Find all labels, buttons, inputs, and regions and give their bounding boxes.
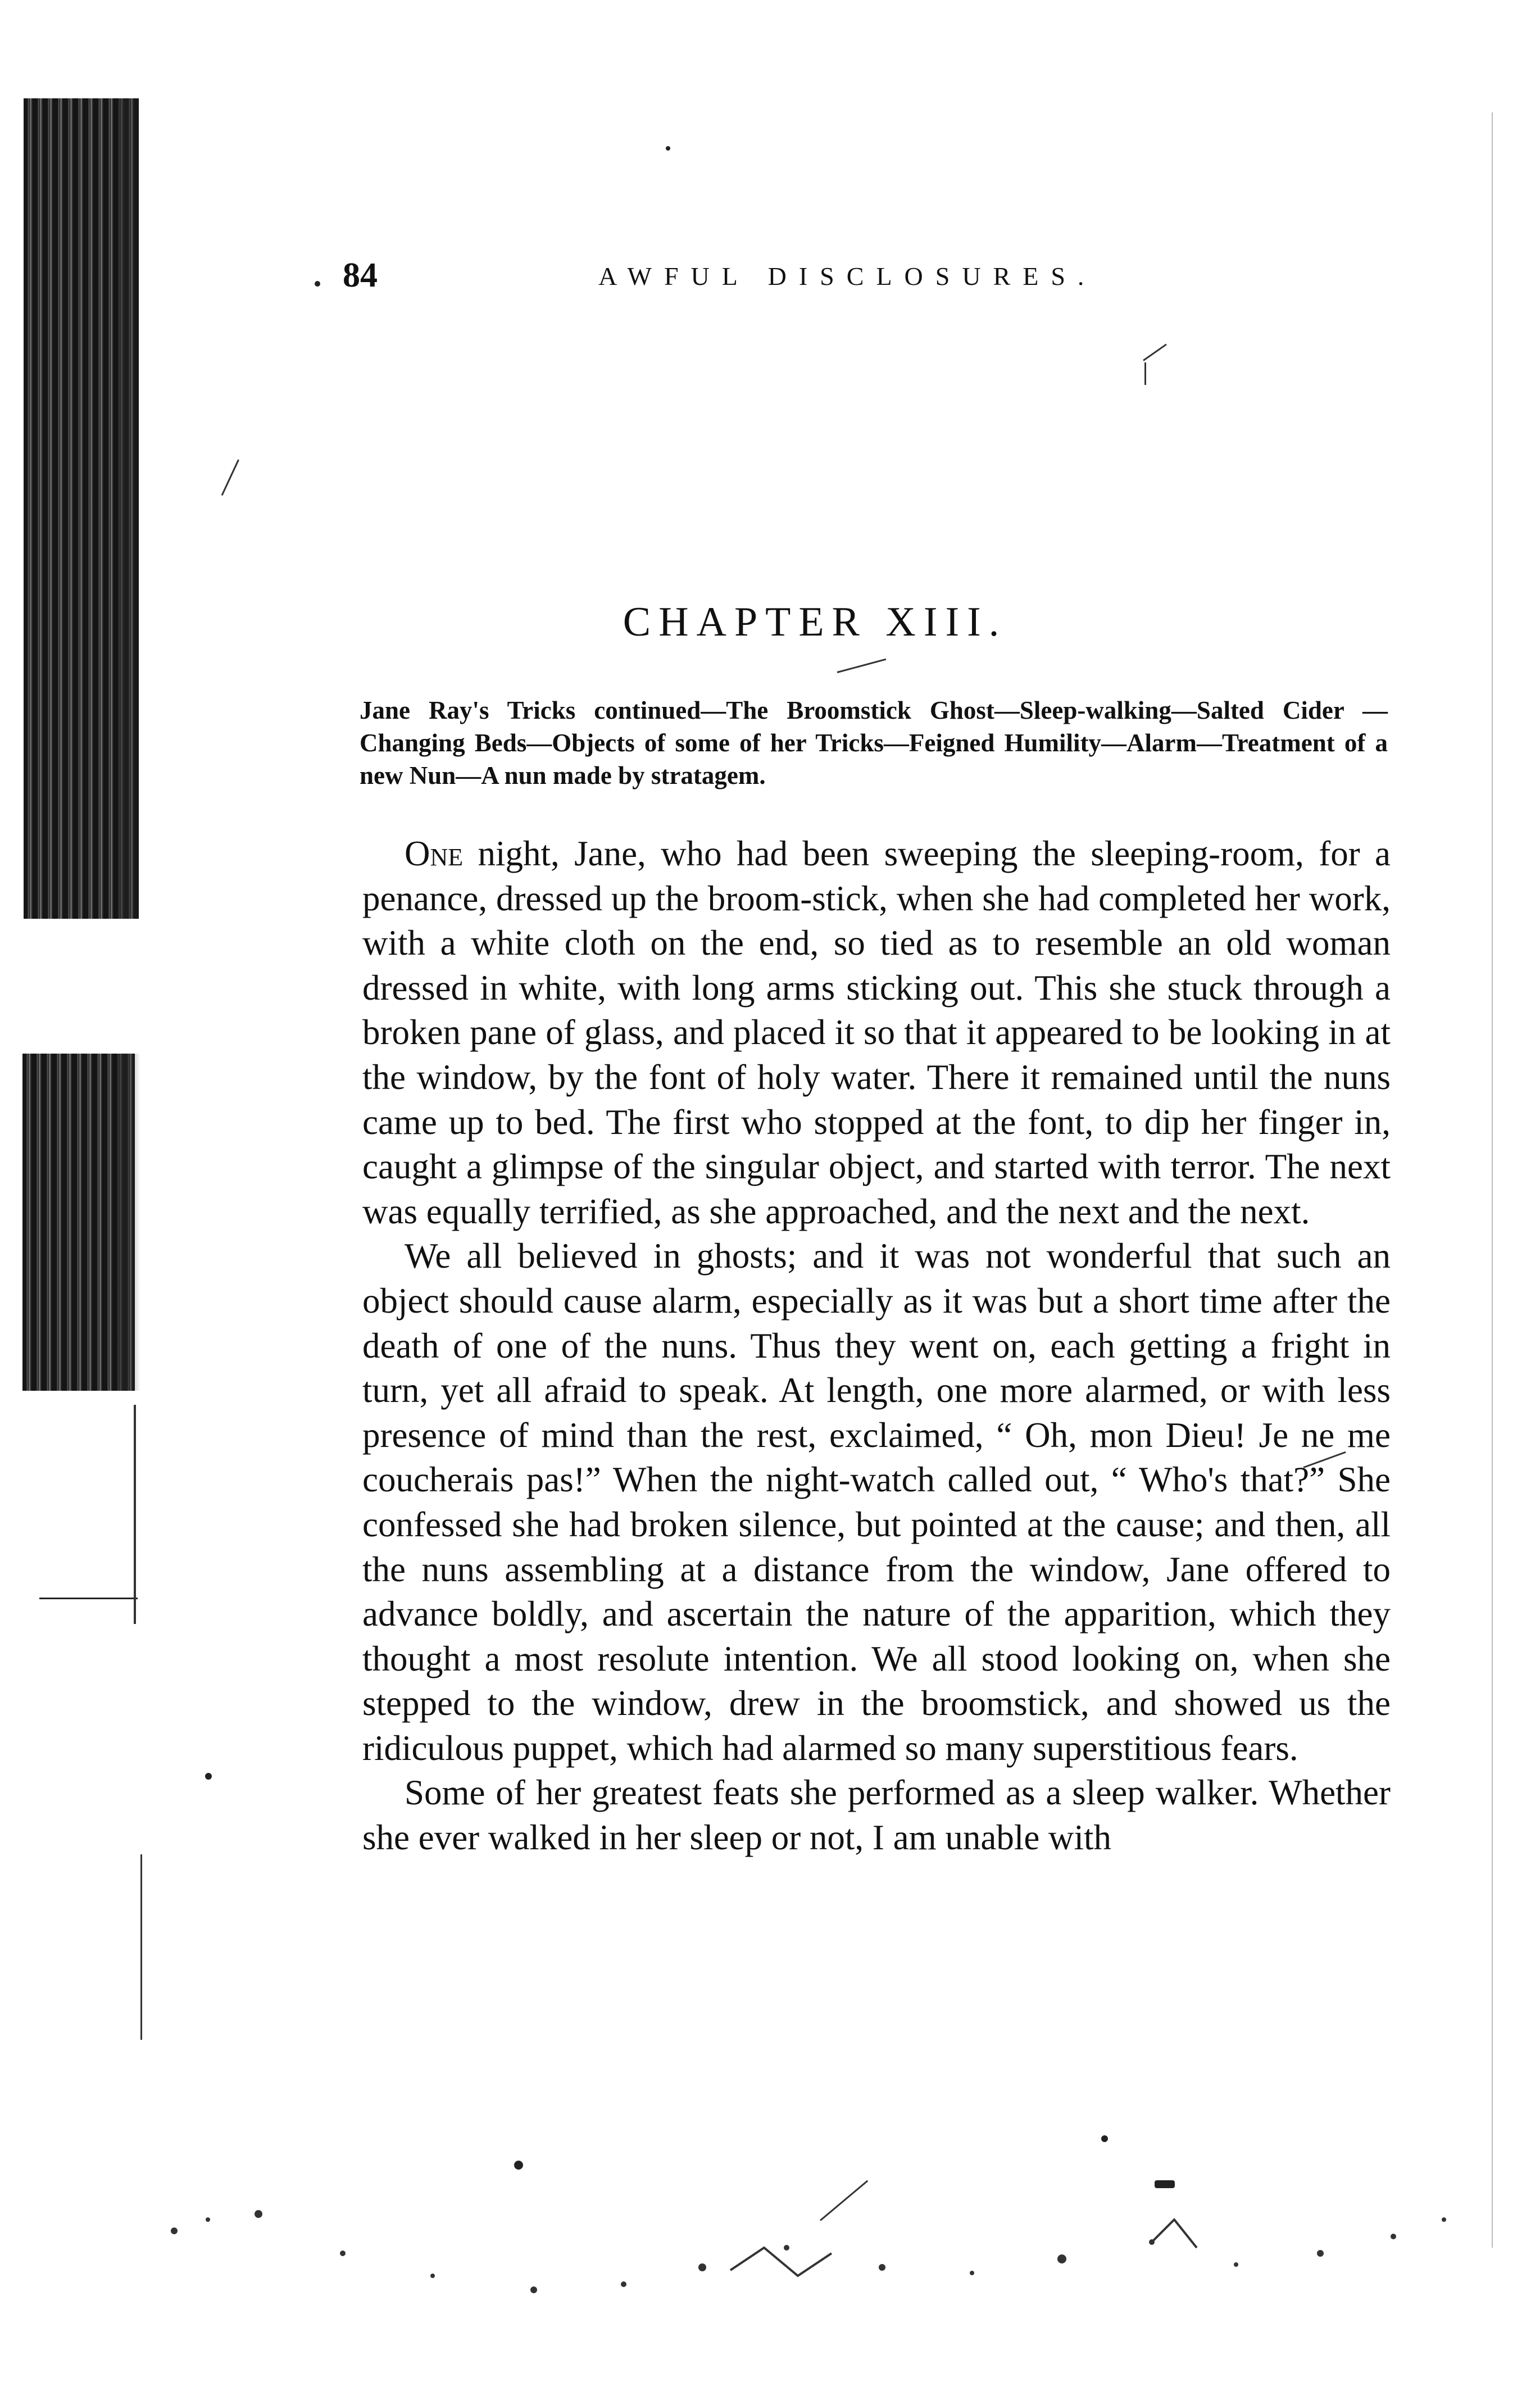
scan-mark (1144, 362, 1146, 385)
page-header (343, 256, 1157, 295)
scan-speck (666, 146, 670, 151)
paragraph: Some of her greatest feats she performed as a sleep walker. Whether she ever walked in her sleep or not, I am unable with (362, 1773, 1391, 1858)
paragraph-text: night, Jane, who had been sweeping the sleeping-room, for a penance, dressed up the broom-stick, when she had completed her work, with a white cloth on the end, so tied as to resemble an old woman dressed in white, with long arms sticking out. This she stuck through a broken pane of glass, and placed it so that it appeared to be looking in at the window, by the font of holy water. There it remained until the nuns came up to bed. The first who stopped at the font, to dip her finger in, caught a glimpse of the singular object, and started with terror. The next was equally terrified, as she approached, and the next and the next. (362, 834, 1391, 1231)
scan-speck (205, 1773, 212, 1780)
scan-mark (1143, 344, 1167, 361)
body-text (362, 832, 1391, 1861)
paragraph: We all believed in ghosts; and it was not wonderful that such an object should cause alarm, especially as it was but a short time after the death of one of the nuns. Thus they went on, each getting a fright in turn, yet all afraid to speak. At length, one more alarmed, or with less presence of mind than the rest, exclaimed, “ Oh, mon Dieu! Je ne me coucherais pas!” When the night-watch called out, “ Who's that?” She confessed she had broken silence, but pointed at the cause; and then, all the nuns assembling at a distance from the window, Jane offered to advance boldly, and ascertain the nature of the apparition, which they thought a most resolute intention. We all stood looking on, when she stepped to the window, drew in the broomstick, and showed us the ridiculous puppet, which had alarmed so many superstitious fears. (362, 1236, 1391, 1768)
binding-fade-top (118, 98, 140, 919)
chapter-synopsis: Jane Ray's Tricks continued—The Broomstick Ghost—Sleep-walking—Salted Cider —Changing Beds—Objects of some of her Tricks—Feigned Humility—Alarm—Treatment of a new Nun—A nun made by stratagem. (360, 696, 1388, 790)
binding-fade-bottom (118, 1054, 140, 1391)
scan-mark (837, 659, 887, 673)
scan-speck (1101, 2135, 1108, 2142)
margin-mark (140, 1854, 142, 2040)
scan-speck (315, 281, 320, 287)
drop-lead-word: One (405, 834, 464, 873)
paragraph (362, 832, 1391, 1234)
margin-mark (1492, 112, 1493, 2248)
scan-mark (221, 459, 239, 496)
chapter-title: CHAPTER XIII. (623, 599, 1007, 645)
page-number: 84 (343, 256, 378, 294)
scan-noise (140, 2169, 1489, 2338)
running-head: AWFUL DISCLOSURES. (598, 262, 1097, 291)
scan-speck (514, 2161, 523, 2170)
margin-rule (39, 1598, 138, 1599)
margin-mark (134, 1405, 136, 1624)
